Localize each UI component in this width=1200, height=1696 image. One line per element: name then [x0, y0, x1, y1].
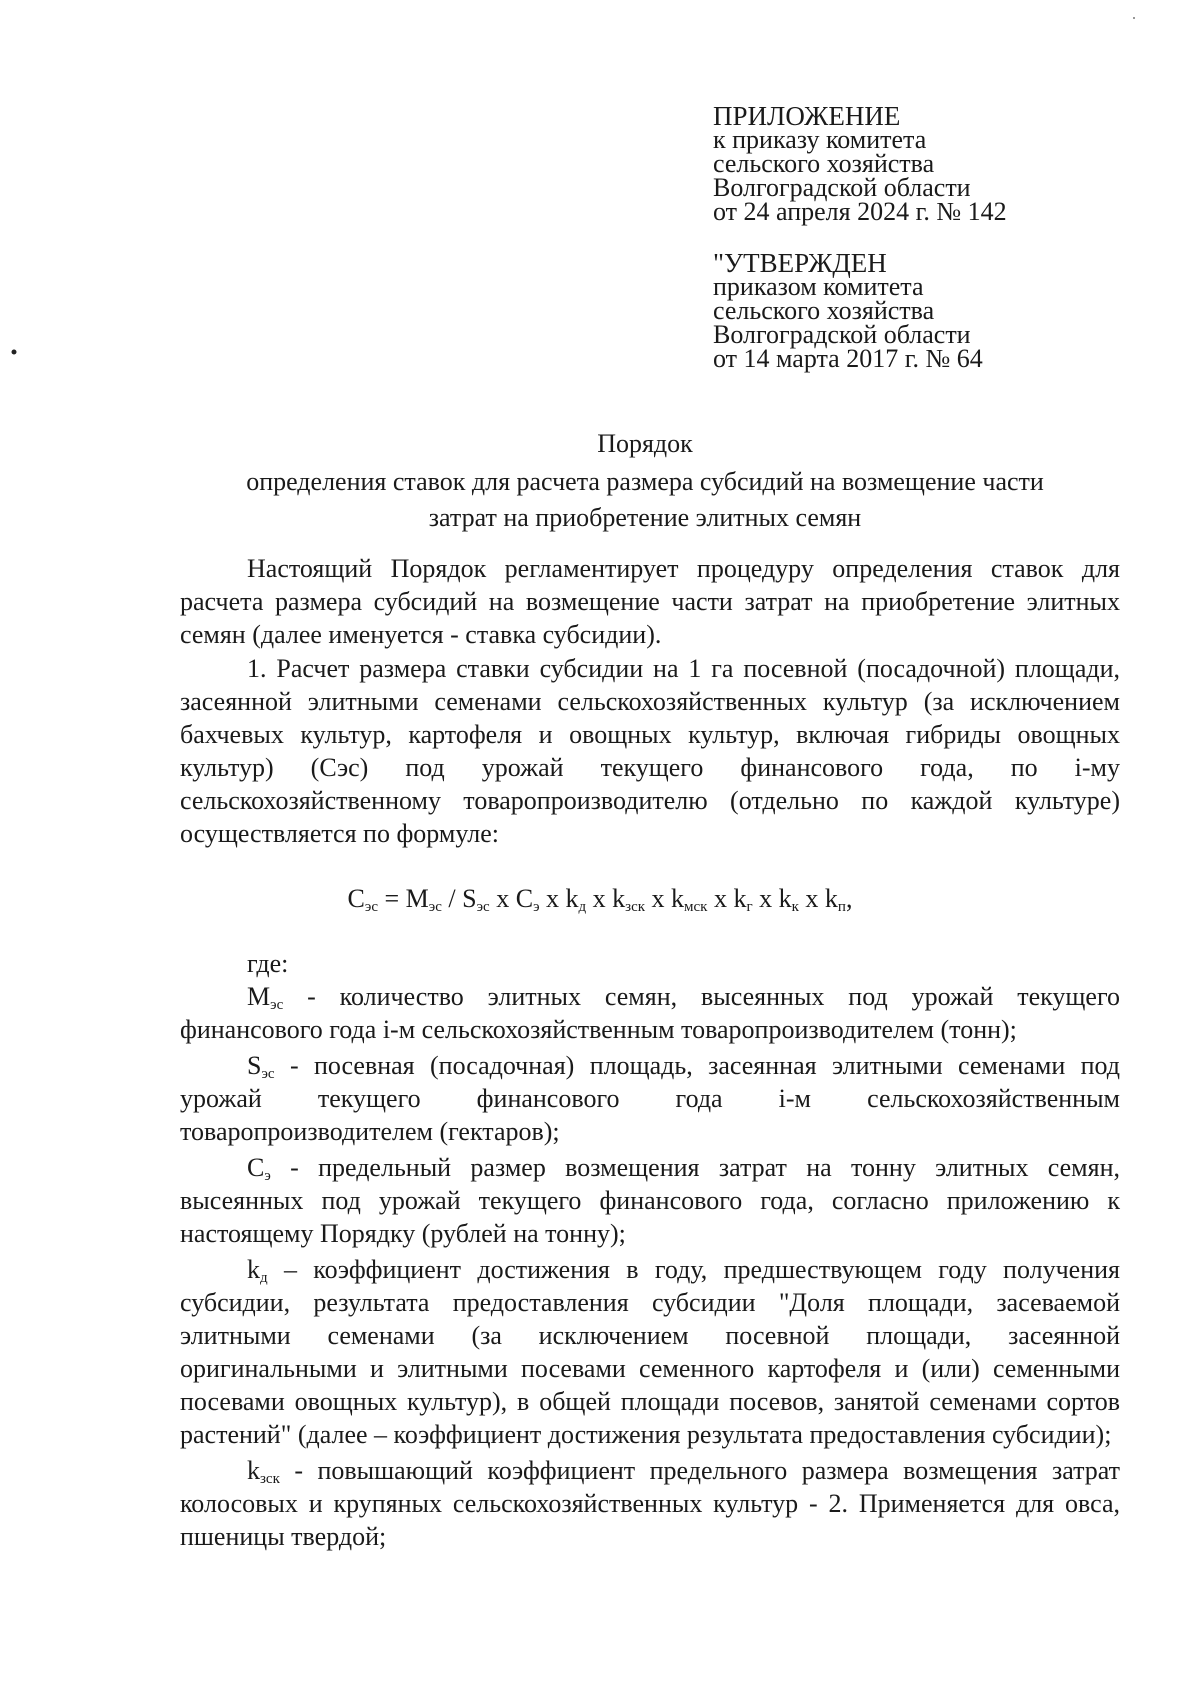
formula-symbol: k — [671, 884, 685, 913]
formula-operator: x — [798, 884, 825, 913]
formula-subscript: зск — [625, 899, 646, 915]
definition-symbol: k — [247, 1456, 260, 1485]
appendix-line: Волгоградской области — [713, 173, 971, 202]
definition-symbol: С — [247, 1153, 265, 1182]
intro-section — [180, 552, 1120, 651]
definition-symbol: S — [247, 1051, 262, 1080]
definition-subscript: зск — [260, 1471, 280, 1487]
formula-subscript: эс — [476, 899, 490, 915]
definition-text: - посевная (посадочная) площадь, засеянная элитными семенами под урожай текущего финансового года i-м сельскохозяйственным товаропроизводителем (гектаров); — [180, 1051, 1120, 1146]
definition-subscript: эс — [261, 1066, 275, 1082]
intro-paragraph: Настоящий Порядок регламентирует процедуру определения ставок для расчета размера субсидий на возмещение части затрат на приобретение элитных семян (далее именуется - ставка субсидии). — [180, 554, 1120, 649]
formula-operator: x — [645, 884, 672, 913]
formula-symbol: k — [824, 884, 838, 913]
definition-text: – коэффициент достижения в году, предшествующем году получения субсидии, результата предоставления субсидии "Доля площади, засеваемой элитными семенами (за исключением посевной площади, засеянной оригинальными и элитными посевами семенного картофеля и (или) семенными посевами овощных культур), в общей площади посевов, занятой семенами сортов растений" (далее – коэффициент достижения результата предоставления субсидии); — [180, 1255, 1120, 1449]
formula-operator: x — [539, 884, 566, 913]
definition-subscript: э — [264, 1168, 271, 1184]
formula-subscript: эс — [364, 899, 378, 915]
definition-c — [180, 1151, 1120, 1250]
formula-symbol: М — [405, 884, 429, 913]
formula-symbol: С — [347, 884, 365, 913]
definition-kd — [180, 1253, 1120, 1451]
definition-subscript: д — [260, 1270, 268, 1286]
appendix-line: к приказу комитета — [713, 125, 927, 154]
approved-line: приказом комитета — [713, 272, 924, 301]
document-title — [130, 426, 1160, 536]
formula — [0, 882, 1200, 916]
definition-text: - количество элитных семян, высеянных под урожай текущего финансового года i-м сельскохозяйственным товаропроизводителем (тонн); — [180, 982, 1120, 1044]
formula-subscript: д — [578, 899, 587, 915]
approved-block — [713, 248, 983, 373]
title-line: Порядок — [597, 429, 693, 458]
formula-subscript: к — [791, 899, 799, 915]
definition-kzsk — [180, 1454, 1120, 1553]
appendix-line: сельского хозяйства — [713, 149, 935, 178]
formula-symbol: k — [612, 884, 626, 913]
formula-symbol: k — [733, 884, 747, 913]
formula-subscript: эс — [428, 899, 442, 915]
definition-text: - предельный размер возмещения затрат на тонну элитных семян, высеянных под урожай текущего финансового года, согласно приложению к настоящему Порядку (рублей на тонну); — [180, 1153, 1120, 1248]
formula-symbol: S — [462, 884, 477, 913]
formula-punctuation: , — [845, 884, 853, 913]
formula-subscript: г — [746, 899, 753, 915]
approved-line: сельского хозяйства — [713, 296, 935, 325]
appendix-title: ПРИЛОЖЕНИЕ — [713, 101, 901, 131]
definition-text: - повышающий коэффициент предельного размера возмещения затрат колосовых и крупяных сельскохозяйственных культур - 2. Применяется для овса, пшеницы твердой; — [180, 1456, 1120, 1551]
formula-symbol: С — [515, 884, 534, 913]
title-line: определения ставок для расчета размера субсидий на возмещение части — [246, 467, 1044, 496]
definition-s — [180, 1049, 1120, 1148]
definition-symbol: k — [247, 1255, 260, 1284]
approved-line: Волгоградской области — [713, 320, 971, 349]
appendix-block — [713, 101, 1007, 226]
scan-dot — [1132, 16, 1136, 20]
formula-operator: / — [441, 884, 463, 913]
approved-title: "УТВЕРЖДЕН — [713, 248, 887, 278]
item1-section — [180, 652, 1120, 850]
formula-operator: x — [586, 884, 613, 913]
formula-operator: x — [489, 884, 516, 913]
definition-subscript: эс — [270, 997, 284, 1013]
formula-subscript: п — [837, 899, 846, 915]
formula-operator: = — [378, 884, 406, 913]
formula-subscript: мск — [684, 899, 708, 915]
appendix-line: от 24 апреля 2024 г. № 142 — [713, 197, 1007, 226]
definition-symbol: М — [247, 982, 271, 1011]
definition-m — [180, 980, 1120, 1046]
where-label: где: — [247, 949, 289, 978]
formula-operator: x — [707, 884, 734, 913]
formula-operator: x — [752, 884, 779, 913]
formula-symbol: k — [565, 884, 579, 913]
scan-dot — [10, 348, 18, 356]
approved-line: от 14 марта 2017 г. № 64 — [713, 344, 983, 373]
definitions-list — [180, 980, 1120, 1556]
formula-symbol: k — [778, 884, 792, 913]
item1-paragraph: 1. Расчет размера ставки субсидии на 1 га посевной (посадочной) площади, засеянной элитными семенами сельскохозяйственных культур (за исключением бахчевых культур, картофеля и овощных культур, включая гибриды овощных культур) (Сэс) под урожай текущего финансового года, по i-му сельскохозяйственному товаропроизводителю (отдельно по каждой культуре) осуществляется по формуле: — [180, 654, 1120, 848]
formula-subscript: э — [533, 899, 540, 915]
title-line: затрат на приобретение элитных семян — [428, 503, 862, 532]
